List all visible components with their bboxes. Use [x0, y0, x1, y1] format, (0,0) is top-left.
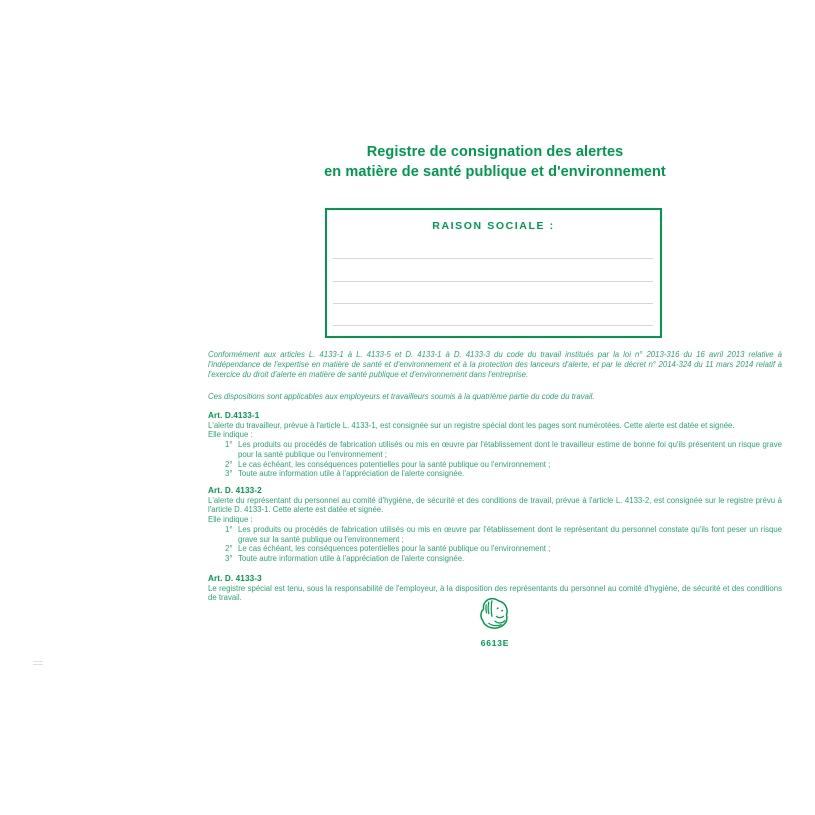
article-d4133-2 — [208, 486, 782, 564]
list-item — [208, 525, 782, 544]
intro-section — [208, 350, 782, 402]
item-number: 3° — [225, 553, 233, 563]
article-heading: Art. D. 4133-2 — [208, 486, 262, 495]
list-item — [208, 554, 782, 564]
product-code: 6613E — [480, 638, 510, 648]
item-text: Toute autre information utile à l'appréciation de l'alerte consignée. — [238, 553, 465, 563]
item-number: 3° — [225, 469, 233, 479]
article-body: L'alerte du travailleur, prévue à l'article L. 4133-1, est consignée sur un registre spécial dont les pages sont numérotées. Cette alerte est datée et signée. — [208, 420, 735, 430]
footer — [208, 596, 782, 648]
article-d4133-1 — [208, 411, 782, 479]
intro-paragraph-1: Conformément aux articles L. 4133-1 à L. 4133-5 et D. 4133-1 à D. 4133-3 du code du travail institués par la loi n° 2013-316 du 16 avril 2013 relative à l'indépendance de l'expertise en matière de santé et d'environnement et à la protection des lanceurs d'alerte, et par le décret n° 2014-324 du 11 mars 2014 relatif à l'exercice du droit d'alerte en matière de santé publique et d'environnement dans l'entreprise. — [208, 350, 782, 379]
page-content — [208, 0, 782, 815]
article-lead: Elle indique : — [208, 515, 253, 525]
item-number: 1° — [225, 440, 233, 450]
article-body: L'alerte du représentant du personnel au comité d'hygiène, de sécurité et des conditions de travail, prévue à l'article L. 4133-2, est consignée sur le registre prévu à l'article D. 4133-1. Cette alerte est datée et signée. — [208, 495, 782, 515]
writing-line — [333, 281, 653, 282]
article-lead: Elle indique : — [208, 430, 253, 440]
list-item — [208, 469, 782, 479]
list-item — [208, 440, 782, 459]
item-text: Le cas échéant, les conséquences potentielles pour la santé publique ou l'environnement ; — [238, 459, 551, 469]
writing-line — [333, 303, 653, 304]
article-heading: Art. D.4133-1 — [208, 411, 260, 420]
page-title — [208, 143, 782, 182]
item-text: Toute autre information utile à l'appréciation de l'alerte consignée. — [238, 469, 465, 479]
item-number: 2° — [225, 544, 233, 554]
item-text: Les produits ou procédés de fabrication utilisés ou mis en œuvre par l'établissement dont le représentant du personnel constate qu'ils font peser un risque grave sur la santé publique ou l'environnement ; — [238, 524, 782, 544]
page-title-line2: en matière de santé publique et d'environnement — [324, 163, 666, 180]
article-body: Le registre spécial est tenu, sous la responsabilité de l'employeur, à la disposition des représentants du personnel au comité d'hygiène, de sécurité et des conditions de travail. — [208, 583, 782, 603]
item-number: 2° — [225, 459, 233, 469]
page-title-line1: Registre de consignation des alertes — [366, 144, 624, 160]
eco-paper-emblem-icon — [477, 596, 513, 633]
writing-line — [333, 325, 653, 326]
raison-sociale-box — [325, 208, 662, 338]
intro-paragraph-2: Ces dispositions sont applicables aux employeurs et travailleurs soumis à la quatrième partie du code du travail. — [208, 391, 595, 401]
raison-sociale-label: RAISON SOCIALE : — [432, 220, 555, 232]
list-item — [208, 460, 782, 470]
item-text: Les produits ou procédés de fabrication utilisés ou mis en œuvre par l'établissement dont le travailleur estime de bonne foi qu'ils présentent un risque grave pour la santé publique ou l'environnement ; — [238, 440, 782, 459]
item-number: 1° — [225, 524, 233, 534]
article-heading: Art. D. 4133-3 — [208, 574, 262, 583]
writing-line — [333, 258, 653, 259]
item-text: Le cas échéant, les conséquences potentielles pour la santé publique ou l'environnement ; — [238, 544, 551, 554]
list-item — [208, 544, 782, 554]
printer-mark — [33, 661, 43, 666]
